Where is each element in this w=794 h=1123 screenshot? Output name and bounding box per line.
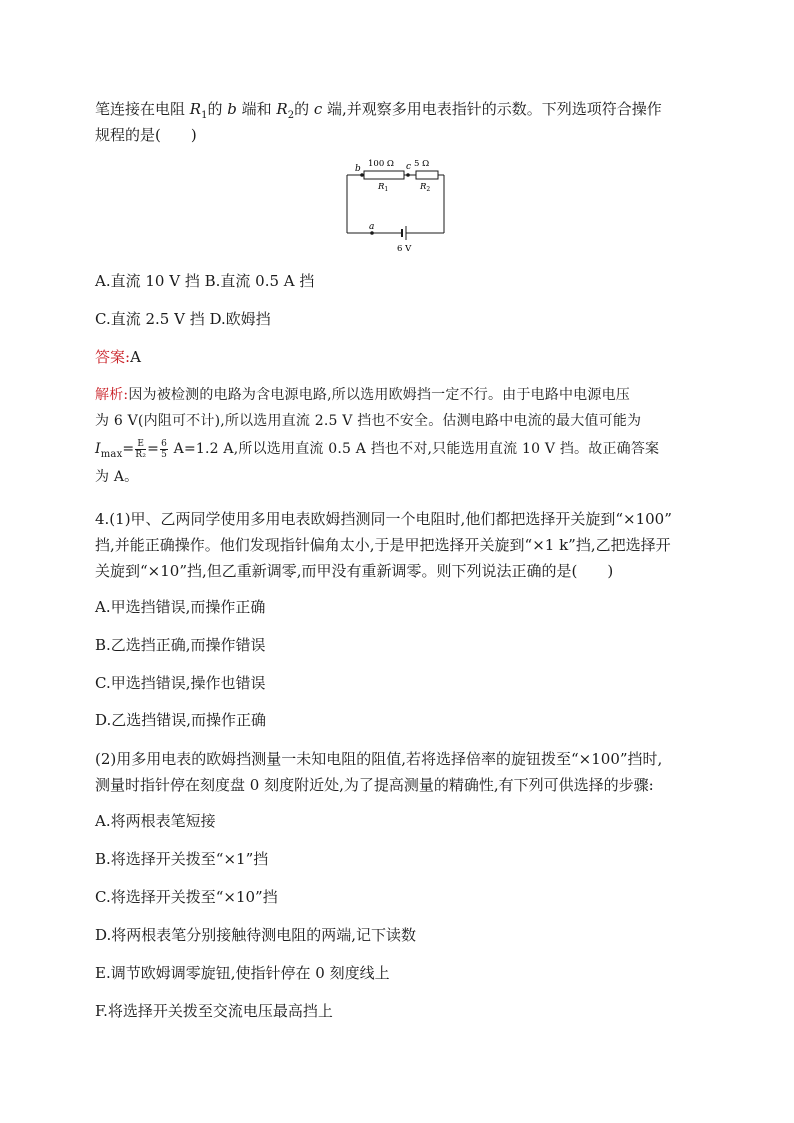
q4-step-d: D.将两根表笔分别接触待测电阻的两端,记下读数 xyxy=(95,926,417,944)
equals-sign: = xyxy=(147,441,160,457)
symbol-c: c xyxy=(313,100,323,118)
q4-step-f: F.将选择开关拨至交流电压最高挡上 xyxy=(95,1002,333,1020)
analysis-label: 解析: xyxy=(95,387,129,403)
q4-step-e: E.调节欧姆调零旋钮,使指针停在 0 刻度线上 xyxy=(95,964,390,982)
q4-step-a: A.将两根表笔短接 xyxy=(95,812,216,830)
q4-option-d: D.乙选挡错误,而操作正确 xyxy=(95,711,267,729)
label-c: c xyxy=(406,162,412,172)
r1-name-label: $R_1$ xyxy=(378,182,389,193)
fraction-numerator: E xyxy=(135,439,146,450)
fraction-numerator: 6 xyxy=(161,438,168,449)
symbol-r1-sub: 1 xyxy=(201,110,208,121)
label-b: b xyxy=(355,164,361,174)
label-a: a xyxy=(369,222,375,232)
text-segment: 的 xyxy=(294,100,314,118)
answer-label: 答案: xyxy=(95,348,131,366)
analysis-line2: 为 6 V(内阻可不计),所以选用直流 2.5 V 挡也不安全。估测电路中电流的最大值可能为 xyxy=(95,413,642,429)
fraction-e-over-r2 xyxy=(135,439,146,460)
circuit-diagram xyxy=(340,155,450,255)
r2-name-label: $R_2$ xyxy=(420,182,431,193)
symbol-r2-sub: 2 xyxy=(287,110,295,121)
battery-label: 6 V xyxy=(397,244,412,254)
q4-part1-line3: 关旋到“×10”挡,但乙重新调零,而甲没有重新调零。则下列说法正确的是( ) xyxy=(95,562,614,580)
q4-option-c: C.甲选挡错误,操作也错误 xyxy=(95,674,266,692)
text-segment: 笔连接在电阻 xyxy=(95,100,190,118)
question-intro-line2: 规程的是( ) xyxy=(95,126,197,144)
equals-sign: = xyxy=(122,441,135,457)
q4-option-a: A.甲选挡错误,而操作正确 xyxy=(95,598,266,616)
analysis-line1 xyxy=(95,382,700,408)
answer-line xyxy=(95,344,700,370)
analysis-line4: 为 A。 xyxy=(95,469,139,485)
q3-options-line2: C.直流 2.5 V 挡 D.欧姆挡 xyxy=(95,310,271,328)
q4-option-b: B.乙选挡正确,而操作错误 xyxy=(95,636,266,654)
q4-part1-line2: 挡,并能正确操作。他们发现指针偏角太小,于是甲把选择开关旋到“×1 k”挡,乙把选择开 xyxy=(95,536,671,554)
q4-step-c: C.将选择开关拨至“×10”挡 xyxy=(95,888,278,906)
q4-part1-line1: 4.(1)甲、乙两同学使用多用电表欧姆挡测同一个电阻时,他们都把选择开关旋到“×100” xyxy=(95,510,672,528)
fraction-denominator: 5 xyxy=(161,449,168,460)
analysis-text: A=1.2 A,所以选用直流 0.5 A 挡也不对,只能选用直流 10 V 挡。故正确答案 xyxy=(169,441,660,457)
symbol-i: I xyxy=(95,441,101,457)
fraction-denominator: R₂ xyxy=(135,449,147,460)
text-segment: 的 xyxy=(207,100,228,118)
symbol-b: b xyxy=(227,100,237,118)
text-segment: 端和 xyxy=(236,100,277,118)
symbol-r2: R xyxy=(276,100,288,118)
q4-step-b: B.将选择开关拨至“×1”挡 xyxy=(95,850,269,868)
node-c-dot xyxy=(406,173,410,177)
symbol-i-sub: max xyxy=(100,448,123,460)
r1-value-label: 100 Ω xyxy=(368,159,394,169)
q4-part2-line2: 测量时指针停在刻度盘 0 刻度附近处,为了提高测量的精确性,有下列可供选择的步骤: xyxy=(95,776,654,794)
q3-options-line1: A.直流 10 V 挡 B.直流 0.5 A 挡 xyxy=(95,272,315,290)
resistor-r2 xyxy=(416,171,438,179)
answer-value: A xyxy=(130,348,141,366)
fraction-6-over-5 xyxy=(160,439,168,460)
symbol-r1: R xyxy=(189,100,202,118)
resistor-r1 xyxy=(364,171,404,179)
analysis-text: 因为被检测的电路为含电源电路,所以选用欧姆挡一定不行。由于电路中电源电压 xyxy=(128,387,630,403)
text-segment: 端,并观察多用电表指针的示数。下列选项符合操作 xyxy=(322,100,662,118)
q4-part2-line1: (2)用多用电表的欧姆挡测量一未知电阻的阻值,若将选择倍率的旋钮拨至“×100”挡时, xyxy=(95,750,663,768)
r2-value-label: 5 Ω xyxy=(414,159,430,169)
